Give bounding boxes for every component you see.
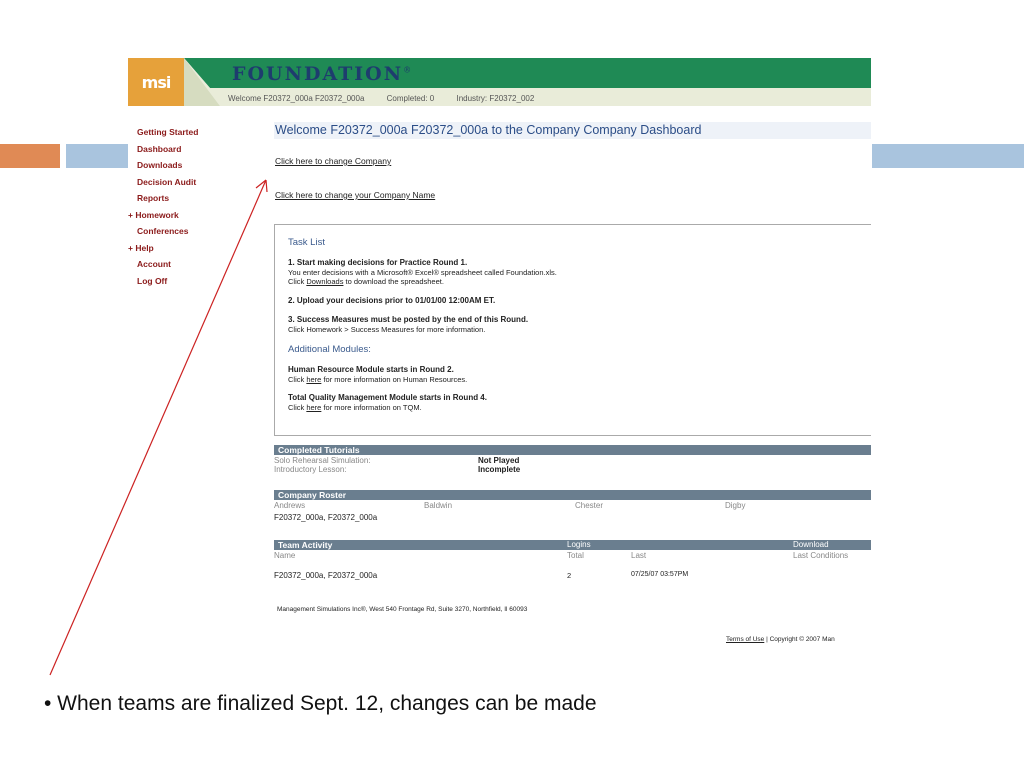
tqm-heading: Total Quality Management Module starts in Round 4. bbox=[288, 393, 487, 402]
logins-group-label: Logins bbox=[567, 540, 591, 549]
roster-col: Digby bbox=[725, 501, 746, 510]
nav-reports[interactable]: Reports bbox=[137, 193, 170, 203]
terms-of-use-link[interactable]: Terms of Use bbox=[726, 636, 765, 643]
nav-account[interactable]: Account bbox=[137, 259, 171, 269]
nav-help[interactable]: + Help bbox=[128, 242, 154, 253]
nav-decision-audit[interactable]: Decision Audit bbox=[137, 176, 197, 187]
copyright-text: | Copyright © 2007 Man bbox=[764, 636, 835, 643]
tutorial-status: Not Played bbox=[478, 456, 520, 465]
roster-col: Chester bbox=[575, 501, 604, 510]
industry-text: Industry: F20372_002 bbox=[456, 94, 535, 103]
col-total: Total bbox=[567, 551, 584, 560]
hr-heading: Human Resource Module starts in Round 2. bbox=[288, 365, 454, 374]
additional-modules-title: Additional Modules: bbox=[288, 344, 371, 355]
page-title: Welcome F20372_000a F20372_000a to the Company Company Dashboard bbox=[274, 122, 871, 139]
task-list-title: Task List bbox=[288, 237, 325, 248]
completed-count: Completed: 0 bbox=[386, 94, 435, 103]
hr-pre: Click bbox=[288, 374, 307, 384]
nav-conferences[interactable]: Conferences bbox=[137, 226, 189, 236]
task-1-tail: to download the spreadsheet. bbox=[343, 277, 444, 286]
change-company-link[interactable]: Click here to change Company bbox=[275, 156, 392, 166]
nav-dashboard[interactable]: Dashboard bbox=[137, 143, 182, 154]
activity-header: Team Activity bbox=[274, 540, 871, 550]
col-last-conditions: Last Conditions bbox=[793, 551, 849, 560]
task-3-line: Click Homework > Success Measures for more information. bbox=[288, 324, 486, 334]
task-2-heading: 2. Upload your decisions prior to 01/01/00 12:00AM ET. bbox=[288, 296, 496, 305]
nav-homework[interactable]: + Homework bbox=[128, 209, 179, 220]
tqm-here-link[interactable]: here bbox=[306, 402, 322, 412]
company-address: Management Simulations Inc®, West 540 Frontage Rd, Suite 3270, Northfield, Il 60093 bbox=[277, 606, 528, 613]
hr-post: for more information on Human Resources. bbox=[321, 374, 468, 384]
task-3-heading: 3. Success Measures must be posted by the end of this Round. bbox=[288, 315, 529, 324]
slide-bullet-text: • When teams are finalized Sept. 12, changes can be made bbox=[44, 692, 597, 715]
download-group-label: Download bbox=[793, 540, 829, 549]
activity-row-last: 07/25/07 03:57PM bbox=[631, 571, 689, 578]
tutorial-name: Solo Rehearsal Simulation: bbox=[274, 456, 371, 465]
brand-name: FOUNDATION bbox=[232, 63, 404, 85]
task-1-click: Click bbox=[288, 277, 307, 286]
task-1-heading: 1. Start making decisions for Practice Round 1. bbox=[288, 258, 468, 267]
nav-getting-started[interactable]: Getting Started bbox=[137, 127, 199, 137]
col-last: Last bbox=[631, 551, 647, 560]
downloads-link[interactable]: Downloads bbox=[306, 277, 344, 286]
roster-members: F20372_000a, F20372_000a bbox=[274, 513, 378, 522]
activity-row-total: 2 bbox=[567, 571, 572, 580]
col-name: Name bbox=[274, 551, 296, 560]
nav-downloads[interactable]: Downloads bbox=[137, 160, 183, 170]
change-company-name-link[interactable]: Click here to change your Company Name bbox=[275, 190, 436, 200]
msi-logo: msi bbox=[128, 58, 184, 106]
registered-mark: ® bbox=[403, 65, 412, 75]
roster-header: Company Roster bbox=[274, 490, 871, 500]
tutorials-header: Completed Tutorials bbox=[274, 445, 871, 455]
tutorial-status: Incomplete bbox=[478, 465, 521, 474]
roster-col: Andrews bbox=[274, 501, 306, 510]
tqm-pre: Click bbox=[288, 402, 307, 412]
tutorial-name: Introductory Lesson: bbox=[274, 465, 347, 474]
nav-log-off[interactable]: Log Off bbox=[137, 275, 168, 286]
roster-col: Baldwin bbox=[424, 501, 453, 510]
tqm-post: for more information on TQM. bbox=[321, 402, 422, 412]
hr-here-link[interactable]: here bbox=[306, 374, 322, 384]
welcome-text: Welcome F20372_000a F20372_000a bbox=[228, 94, 365, 103]
task-1-line: You enter decisions with a Microsoft® Excel® spreadsheet called Foundation.xls. bbox=[288, 267, 557, 277]
activity-row-name: F20372_000a, F20372_000a bbox=[274, 571, 378, 580]
